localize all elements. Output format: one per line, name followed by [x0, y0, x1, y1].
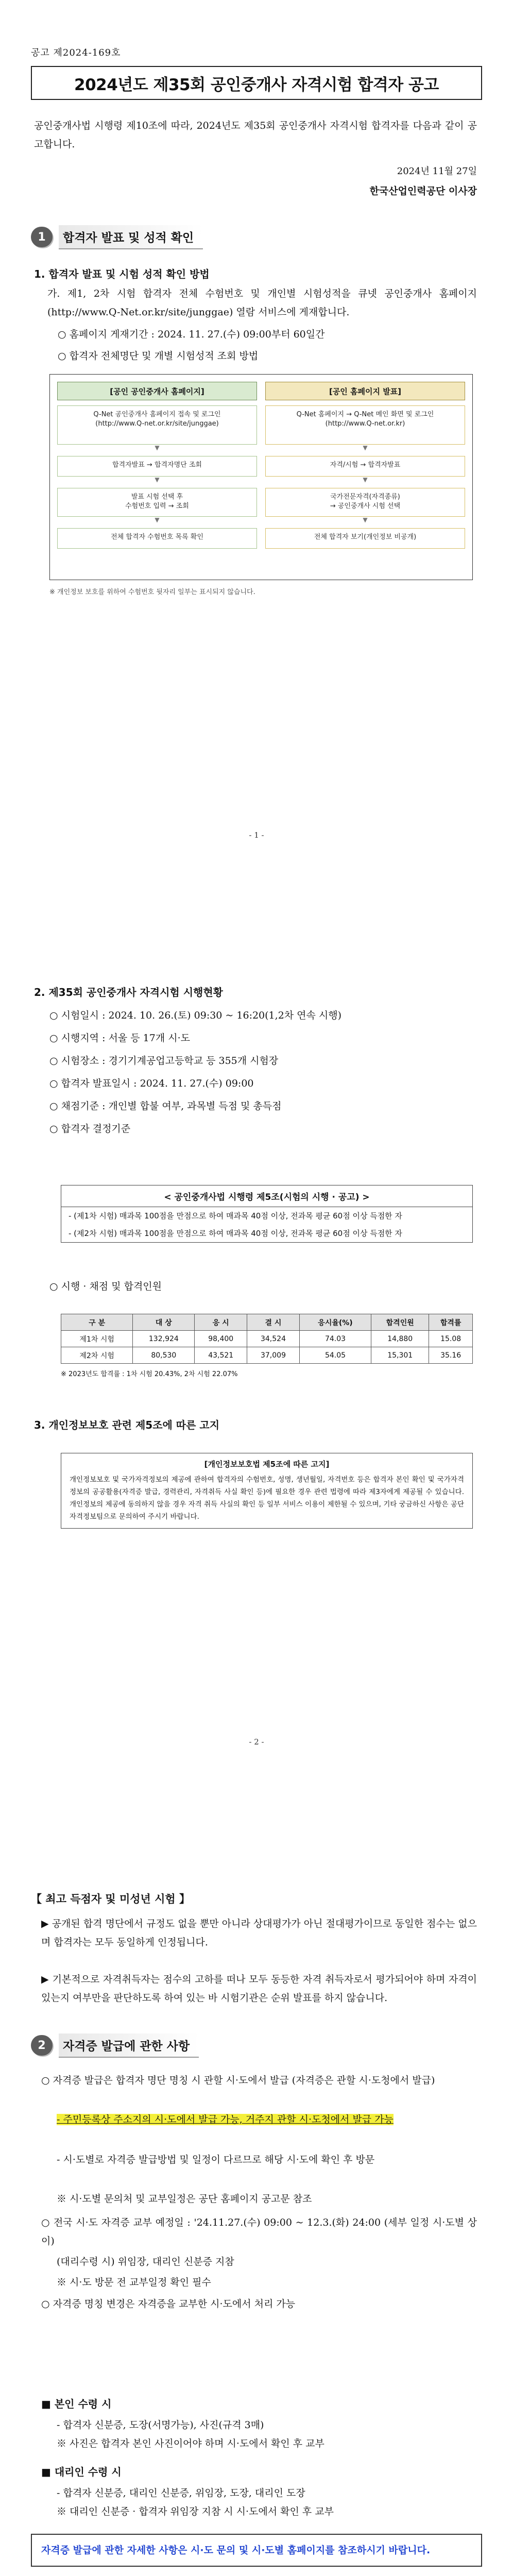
down-arrow-icon: ▼ — [155, 516, 160, 523]
notice-date: 2024년 11월 27일 — [397, 166, 477, 177]
stat-note: ※ 2023년도 합격률 : 1차 시험 20.43%, 2차 시험 22.07% — [61, 1370, 238, 1378]
intro-paragraph: 공인중개사법 시행령 제10조에 따라, 2024년도 제35회 공인중개사 자격시험 합격자를 다음과 같이 공고합니다. — [34, 120, 477, 150]
table-cell: 35.16 — [429, 1347, 473, 1364]
section-2-header — [31, 2035, 199, 2056]
item-1-heading: 1. 합격자 발표 및 시험 성적 확인 방법 — [34, 268, 210, 280]
pass-stats-table — [61, 1314, 473, 1364]
down-arrow-icon: ▼ — [155, 444, 160, 451]
issue-item-8: ○ 자격증 명칭 변경은 자격증을 교부한 시·도에서 처리 가능 — [41, 2298, 296, 2310]
lookup-steps-diagram — [49, 374, 473, 580]
down-arrow-icon: ▼ — [363, 476, 368, 483]
table-cell: 43,521 — [195, 1347, 247, 1364]
table-header-cell: 합격인원 — [371, 1314, 429, 1331]
warning-item-1: ▶ 공개된 합격 명단에서 규정도 없을 뿐만 아니라 상대평가가 아닌 절대평가이므로 동일한 점수는 없으며 합격자는 모두 동일하게 인정됩니다. — [41, 1918, 477, 1948]
item-3-heading: 3. 개인정보보호 관련 제5조에 따른 고지 — [34, 1419, 220, 1431]
self-receipt-heading: ■ 본인 수령 시 — [41, 2398, 112, 2410]
table-cell: 제1차 시험 — [61, 1331, 133, 1347]
lookup-steps-left — [57, 382, 257, 549]
status-line-region: ○ 시행지역 : 서울 등 17개 시·도 — [49, 1032, 190, 1044]
lookup-left-step-1: Q-Net 공인중개사 홈페이지 접속 및 로그인 (http://www.Q-net.or.kr/site/junggae) — [57, 405, 257, 445]
table-row — [61, 1331, 473, 1347]
page-number-1: - 1 - — [249, 831, 264, 840]
section-1-number: 1 — [31, 227, 53, 247]
table-cell: 34,524 — [247, 1331, 300, 1347]
table-cell: 80,530 — [133, 1347, 195, 1364]
status-line-criteria: ○ 합격자 결정기준 — [49, 1123, 131, 1134]
lookup-left-step-2: 합격자발표 → 합격자명단 조회 — [57, 456, 257, 477]
issue-highlight: - 주민등록상 주소지의 시·도에서 발급 가능, 거주지 관할 시·도청에서 발급 가능 — [57, 2114, 394, 2125]
issue-item-2 — [57, 2110, 477, 2129]
table-cell: 74.03 — [299, 1331, 371, 1347]
table-cell: 14,880 — [371, 1331, 429, 1347]
lookup-right-step-4: 전체 합격자 보기(개인정보 비공개) — [265, 528, 465, 549]
issue-item-4: ※ 시·도별 문의처 및 교부일정은 공단 홈페이지 공고문 참조 — [57, 2193, 312, 2205]
table-header-row — [61, 1314, 473, 1331]
section-1-header — [31, 227, 203, 247]
lookup-left-step-3: 발표 시험 선택 후 수험번호 입력 → 조회 — [57, 488, 257, 517]
table-row — [61, 1347, 473, 1364]
lookup-right-step-2: 자격/시험 → 합격자발표 — [265, 456, 465, 477]
lookup-right-header: [공인 홈페이지 발표] — [265, 382, 465, 400]
proxy-receipt-heading: ■ 대리인 수령 시 — [41, 2466, 122, 2478]
criteria-first-exam: - (제1차 시험) 매과목 100점을 만점으로 하여 매과목 40점 이상, 전과목 평균 60점 이상 득점한 자 — [69, 1211, 402, 1221]
table-header-cell: 합격률 — [429, 1314, 473, 1331]
down-arrow-icon: ▼ — [363, 444, 368, 451]
title-box — [31, 66, 482, 100]
item-1-paragraph: 가. 제1, 2차 시험 합격자 전체 수험번호 및 개인별 시험성적을 큐넷 공인중개사 홈페이지(http://www.Q-Net.or.kr/site/junggae) 열람 서비스에 게재합니다. — [47, 288, 477, 318]
table-cell: 37,009 — [247, 1347, 300, 1364]
page-3 — [0, 1814, 513, 2576]
down-arrow-icon: ▼ — [155, 476, 160, 483]
table-cell: 제2차 시험 — [61, 1347, 133, 1364]
lookup-note: ※ 개인정보 보호를 위하여 수험번호 뒷자리 일부는 표시되지 않습니다. — [49, 588, 255, 596]
table-cell: 54.05 — [299, 1347, 371, 1364]
self-receipt-line-1: - 합격자 신분증, 도장(서명가능), 사진(규격 3매) — [57, 2419, 264, 2431]
lookup-left-header: [공인 공인중개사 홈페이지] — [57, 382, 257, 400]
proxy-receipt-line-2: ※ 대리인 신분증 · 합격자 위임장 지참 시 시·도에서 확인 후 교부 — [57, 2506, 334, 2517]
table-header-cell: 구 분 — [61, 1314, 133, 1331]
privacy-notice-title: [개인정보보호법 제5조에 따른 고지] — [204, 1460, 330, 1469]
down-arrow-icon: ▼ — [363, 516, 368, 523]
status-line-announce: ○ 합격자 발표일시 : 2024. 11. 27.(수) 09:00 — [49, 1078, 254, 1089]
table-header-cell: 결 시 — [247, 1314, 300, 1331]
lookup-right-step-1: Q-Net 홈페이지 → Q-Net 메인 화면 및 로그인 (http://www.Q-net.or.kr) — [265, 405, 465, 445]
item-1-check: ○ 합격자 전체명단 및 개별 시험성적 조회 방법 — [58, 350, 259, 362]
warning-item-2: ▶ 기본적으로 자격취득자는 점수의 고하를 떠나 모두 동등한 자격 취득자로서 평가되어야 하며 자격이 있는지 여부만을 판단하도록 하여 있는 바 시험기관은 순위 발표를 하지 않습니다. — [41, 1974, 477, 2004]
self-receipt-line-2: ※ 사진은 합격자 본인 사진이어야 하며 시·도에서 확인 후 교부 — [57, 2438, 324, 2449]
item-1-period: ○ 홈페이지 게재기간 : 2024. 11. 27.(수) 09:00부터 60일간 — [58, 329, 325, 340]
issue-item-5: ○ 전국 시·도 자격증 교부 예정일 : '24.11.27.(수) 09:00 ~ 12.3.(화) 24:00 (세부 일정 시·도별 상이) — [41, 2217, 477, 2247]
issue-item-3: - 시·도별로 자격증 발급방법 및 일정이 다르므로 해당 시·도에 확인 후 방문 — [57, 2154, 375, 2165]
criteria-box — [61, 1185, 473, 1243]
table-header-cell: 응 시 — [195, 1314, 247, 1331]
notice-number: 공고 제2024-169호 — [31, 47, 121, 58]
privacy-notice-box — [61, 1453, 473, 1529]
criteria-title: < 공인중개사법 시행령 제5조(시험의 시행 · 공고) > — [61, 1185, 472, 1207]
signer: 한국산업인력공단 이사장 — [369, 185, 477, 197]
table-cell: 15,301 — [371, 1347, 429, 1364]
issue-item-1: ○ 자격증 발급은 합격자 명단 명칭 시 관할 시·도에서 발급 (자격증은 관할 시·도청에서 발급) — [41, 2075, 435, 2086]
status-line-date: ○ 시험일시 : 2024. 10. 26.(토) 09:30 ~ 16:20(1,2차 연속 시행) — [49, 1010, 342, 1021]
page-number-2: - 2 - — [249, 1737, 264, 1747]
warning-heading: 【 최고 득점자 및 미성년 시험 】 — [31, 1893, 191, 1905]
privacy-notice-text: 개인정보보호 및 국가자격정보의 제공에 관하여 합격자의 수험번호, 성명, 생년월일, 자격번호 등은 합격자 본인 확인 및 국가자격정보의 공공활용(자격증 발급, 경력관리, 자격취득 사실 확인 등)에 필요한 경우 관련 법령에 따라 제3자에게 제공될 수 있습니다. 개인정보의 제공에 동의하지 않을 경우 자격 취득 사실의 확인 등 일부 서비스 이용이 제한될 수 있으며, 기타 궁금하신 사항은 공단 자격정보팀으로 문의하여 주시기 바랍니다. — [70, 1476, 464, 1521]
page-title: 2024년도 제35회 공인중개사 자격시험 합격자 공고 — [74, 75, 439, 94]
issue-item-6: (대리수령 시) 위임장, 대리인 신분증 지참 — [57, 2256, 234, 2267]
table-cell: 132,924 — [133, 1331, 195, 1347]
proxy-receipt-line-1: - 합격자 신분증, 대리인 신분증, 위임장, 도장, 대리인 도장 — [57, 2487, 305, 2499]
lookup-steps-right — [265, 382, 465, 549]
table-cell: 15.08 — [429, 1331, 473, 1347]
item-2-heading: 2. 제35회 공인중개사 자격시험 시행현황 — [34, 986, 223, 998]
contact-highlight-box — [31, 2534, 482, 2567]
table-cell: 98,400 — [195, 1331, 247, 1347]
section-1-title: 합격자 발표 및 성적 확인 — [59, 225, 203, 249]
contact-highlight-text: 자격증 발급에 관한 자세한 사항은 시·도 문의 및 시·도별 홈페이지를 참조하시기 바랍니다. — [41, 2545, 431, 2556]
page-1 — [0, 0, 513, 907]
lookup-right-step-3: 국가전문자격(자격종류) → 공인중개사 시험 선택 — [265, 488, 465, 517]
table-header-cell: 응시율(%) — [299, 1314, 371, 1331]
status-line-venue: ○ 시험장소 : 경기기계공업고등학교 등 355개 시험장 — [49, 1055, 279, 1066]
section-2-number: 2 — [31, 2035, 53, 2056]
status-line-scoring: ○ 채점기준 : 개인별 합불 여부, 과목별 득점 및 총득점 — [49, 1100, 282, 1112]
table-header-cell: 대 상 — [133, 1314, 195, 1331]
stat-line: ○ 시행 · 채점 및 합격인원 — [49, 1281, 162, 1292]
section-2-title: 자격증 발급에 관한 사항 — [59, 2033, 199, 2058]
criteria-second-exam: - (제2차 시험) 매과목 100점을 만점으로 하여 매과목 40점 이상, 전과목 평균 60점 이상 득점한 자 — [69, 1229, 402, 1238]
page-2 — [0, 907, 513, 1814]
lookup-left-step-4: 전체 합격자 수험번호 목록 확인 — [57, 528, 257, 549]
issue-item-7: ※ 시·도 방문 전 교부일정 확인 필수 — [57, 2277, 211, 2288]
